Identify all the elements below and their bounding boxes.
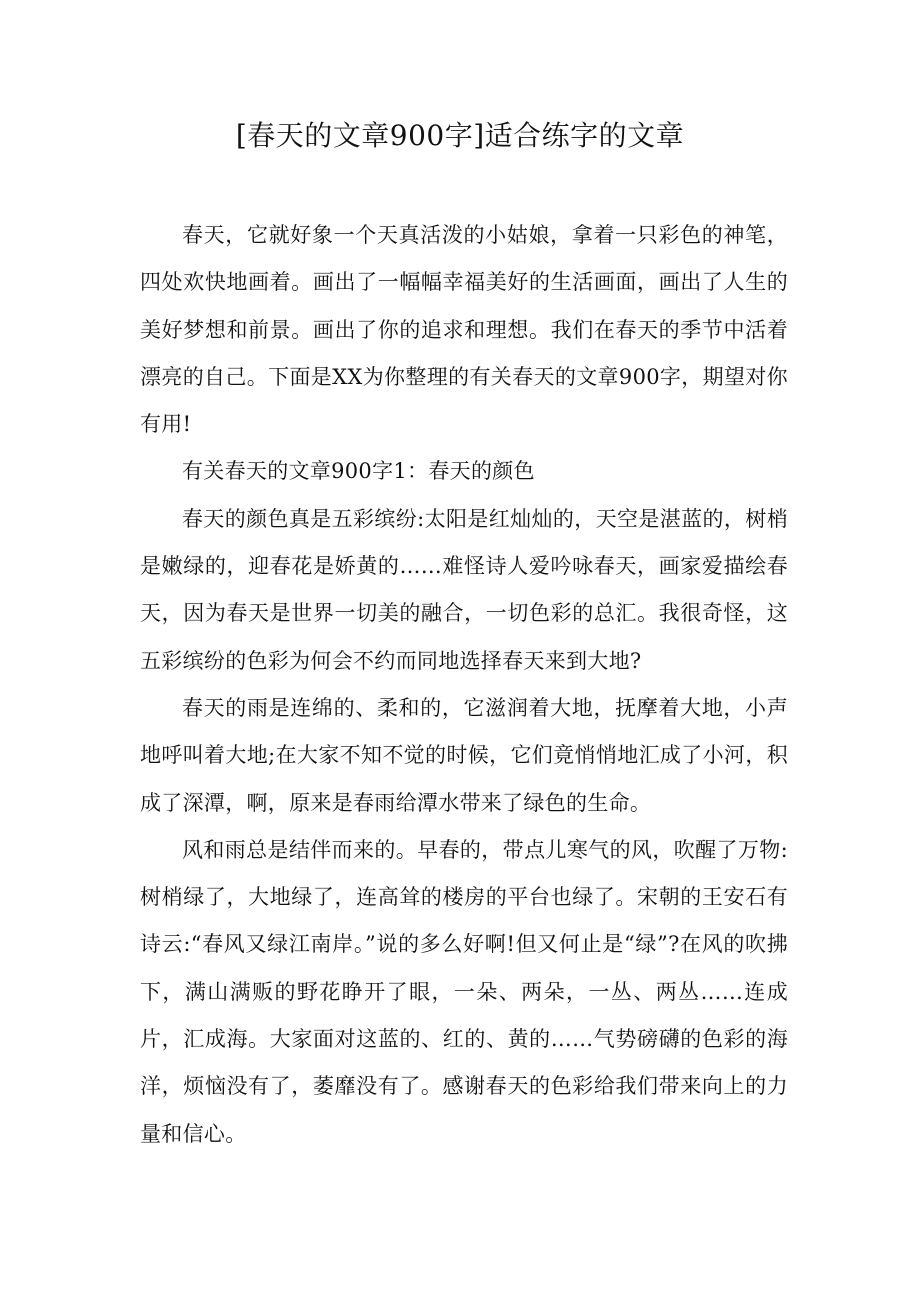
document-body xyxy=(140,212,788,1158)
document-title: [春天的文章900字]适合练字的文章 xyxy=(235,119,685,152)
section-heading: 有关春天的文章900字1：春天的颜色 xyxy=(182,459,535,484)
paragraph-colors: 春天的颜色真是五彩缤纷:太阳是红灿灿的，天空是湛蓝的，树梢是嫩绿的，迎春花是娇黄的……难怪诗人爱吟咏春天，画家爱描绘春天，因为春天是世界一切美的融合，一切色彩的总汇。我很奇怪，这五彩缤纷的色彩为何会不约而同地选择春天来到大地? xyxy=(140,506,788,673)
paragraph-intro: 春天，它就好象一个天真活泼的小姑娘，拿着一只彩色的神笔，四处欢快地画着。画出了一幅幅幸福美好的生活画面，画出了人生的美好梦想和前景。画出了你的追求和理想。我们在春天的季节中活着漂亮的自己。下面是XX为你整理的有关春天的文章900字，期望对你有用! xyxy=(140,223,788,437)
paragraph-wind: 风和雨总是结伴而来的。早春的，带点儿寒气的风，吹醒了万物:树梢绿了，大地绿了，连高耸的楼房的平台也绿了。宋朝的王安石有诗云:“春风又绿江南岸。”说的多么好啊!但又何止是“绿”?在风的吹拂下，满山满贩的野花睁开了眼，一朵、两朵，一丛、两丛……连成片，汇成海。大家面对这蓝的、红的、黄的……气势磅礴的色彩的海洋，烦恼没有了，萎靡没有了。感谢春天的色彩给我们带来向上的力量和信心。 xyxy=(140,837,788,1146)
paragraph-rain: 春天的雨是连绵的、柔和的，它滋润着大地，抚摩着大地，小声地呼叫着大地;在大家不知不觉的时候，它们竟悄悄地汇成了小河，积成了深潭，啊，原来是春雨给潭水带来了绿色的生命。 xyxy=(140,695,788,815)
